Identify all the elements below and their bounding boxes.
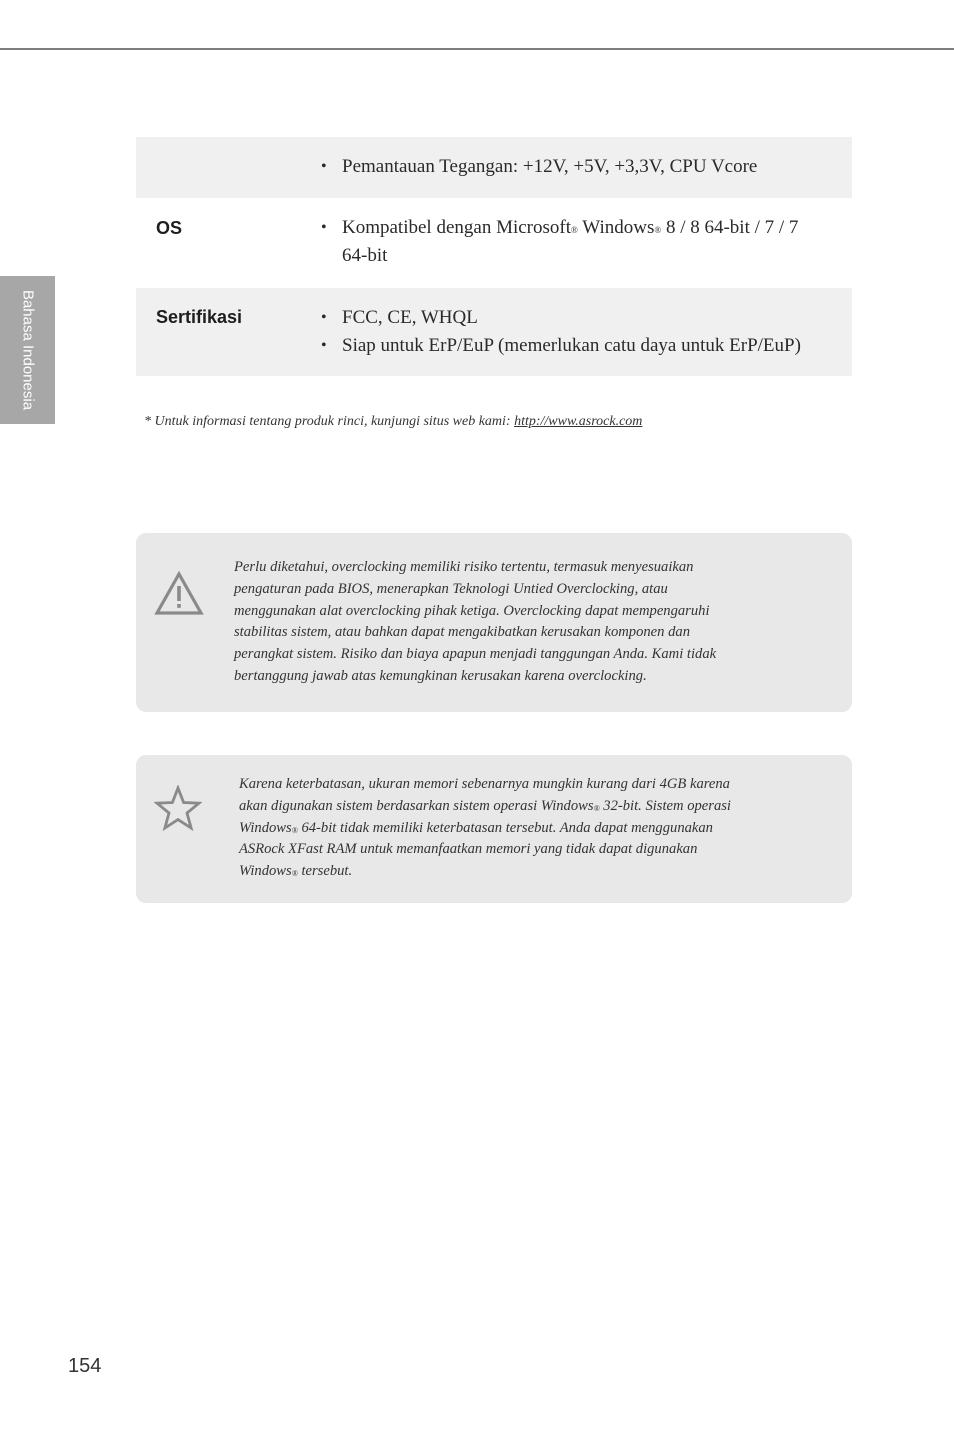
spec-item: • FCC, CE, WHQL [321,304,828,332]
warning-triangle-icon [154,571,204,617]
spec-item: • Kompatibel dengan Microsoft® Windows® 8 / 8 64-bit / 7 / 7 64-bit [321,214,828,270]
memory-note-box [136,755,852,903]
page-number: 154 [68,1355,102,1377]
top-rule [0,48,954,50]
spec-items [321,153,828,181]
spec-item: • Siap untuk ErP/EuP (memerlukan catu daya untuk ErP/EuP) [321,332,828,360]
side-tab-label: Bahasa Indonesia [19,289,36,411]
overclocking-warning-box [136,533,852,712]
language-side-tab [0,276,55,424]
footnote-text: * Untuk informasi tentang produk rinci, kunjungi situs web kami: [144,414,515,429]
spec-label-certification: Sertifikasi [156,307,243,327]
star-icon [154,785,202,831]
spec-label-os: OS [156,218,183,238]
memory-note-text: Karena keterbatasan, ukuran memori sebenarnya mungkin kurang dari 4GB karena akan digunakan sistem berdasarkan sistem operasi Windows® 32-bit. Sistem operasi Windows® 64-bit tidak memiliki keterbatasan tersebut. Anda dapat menggunakan ASRock XFast RAM untuk memanfaatkan memori yang tidak dapat digunakan Windows® tersebut. [239,776,731,880]
spec-row-os [136,198,852,288]
spec-items [321,304,828,360]
spec-item: • Pemantauan Tegangan: +12V, +5V, +3,3V, CPU Vcore [321,153,828,181]
footnote [144,414,642,430]
spec-row-voltage [136,137,852,198]
website-link[interactable]: http://www.asrock.com [514,414,643,429]
spec-row-certification [136,288,852,376]
warning-text: Perlu diketahui, overclocking memiliki risiko tertentu, termasuk menyesuaikan pengaturan pada BIOS, menerapkan Teknologi Untied Overclocking, atau menggunakan alat overclocking pihak ketiga. Overclocking dapat mempengaruhi stabilitas sistem, atau bahkan dapat mengakibatkan kerusakan komponen dan perangkat sistem. Risiko dan biaya apapun menjadi tanggungan Anda. Kami tidak bertanggung jawab atas kemungkinan kerusakan karena overclocking. [234,559,717,684]
spec-table [136,137,852,376]
spec-items [321,214,828,270]
